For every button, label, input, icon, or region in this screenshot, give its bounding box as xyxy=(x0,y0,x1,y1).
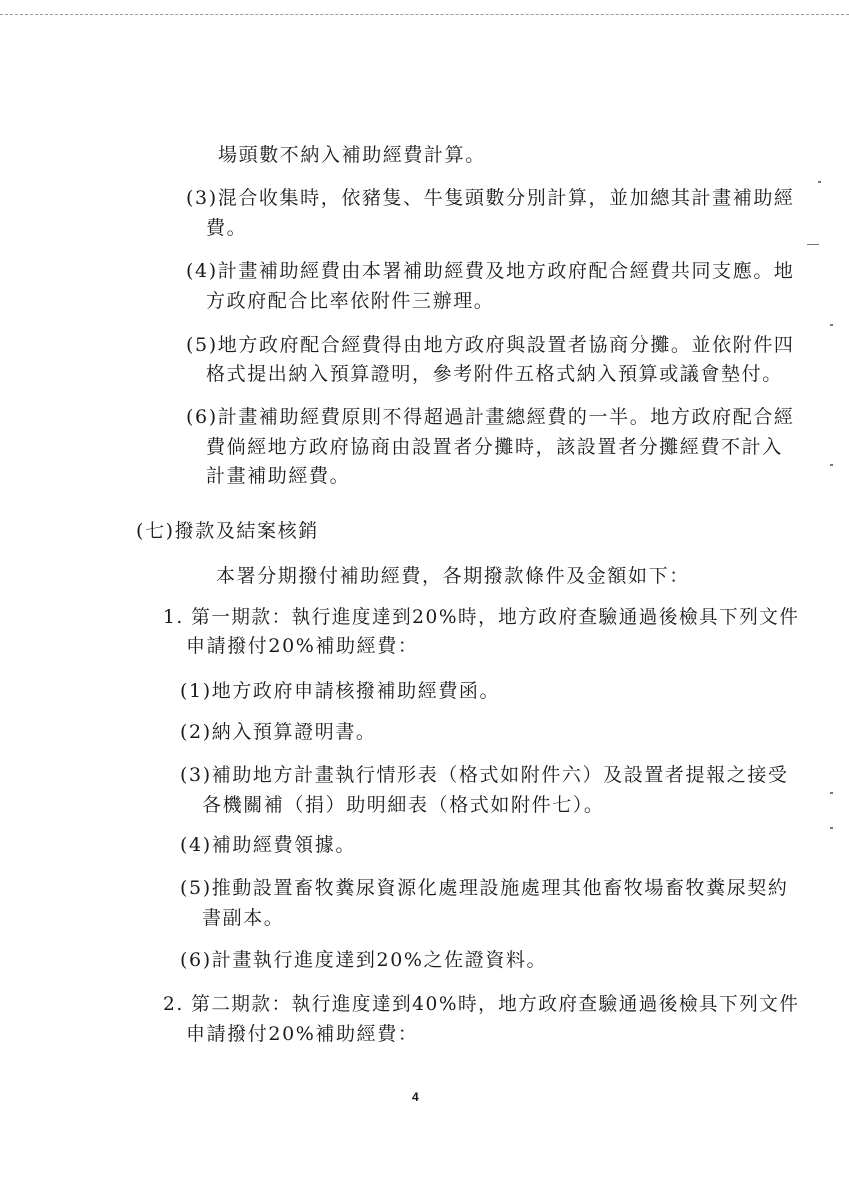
page-number: 4 xyxy=(412,1090,419,1104)
text-line: (5)地方政府配合經費得由地方政府與設置者協商分攤。並依附件四 xyxy=(186,334,795,356)
text-line: (6)計畫補助經費原則不得超過計畫總經費的一半。地方政府配合經 xyxy=(186,406,795,428)
list-item: (4)補助經費領據。 xyxy=(180,834,356,856)
scan-speck xyxy=(807,244,819,245)
text-line: 費。 xyxy=(206,217,248,239)
text-line: 申請撥付20%補助經費： xyxy=(186,635,419,657)
scan-speck xyxy=(830,324,833,326)
text-line: 費倘經地方政府協商由設置者分攤時，該設置者分攤經費不計入 xyxy=(206,436,783,458)
text-line: 計畫補助經費。 xyxy=(206,465,351,487)
text-line: 場頭數不納入補助經費計算。 xyxy=(218,144,486,166)
section-heading: (七)撥款及結案核銷 xyxy=(136,520,319,542)
text-line: 書副本。 xyxy=(202,907,285,929)
list-item: 2. 第二期款：執行進度達到40%時，地方政府查驗通過後檢具下列文件 xyxy=(163,993,800,1015)
list-item: (6)計畫執行進度達到20%之佐證資料。 xyxy=(180,949,548,971)
scan-speck xyxy=(830,464,833,466)
text-line: 格式提出納入預算證明，參考附件五格式納入預算或議會墊付。 xyxy=(206,363,783,385)
text-line: (3)混合收集時，依豬隻、牛隻頭數分別計算，並加總其計畫補助經 xyxy=(186,187,795,209)
list-item: (3)補助地方計畫執行情形表（格式如附件六）及設置者提報之接受 xyxy=(180,764,789,786)
scan-speck xyxy=(830,827,833,829)
scan-speck xyxy=(830,792,833,794)
list-item: (5)推動設置畜牧糞尿資源化處理設施處理其他畜牧場畜牧糞尿契約 xyxy=(180,877,789,899)
scan-top-border xyxy=(0,14,849,15)
text-line: 申請撥付20%補助經費： xyxy=(186,1023,419,1045)
text-line: 方政府配合比率依附件三辦理。 xyxy=(206,290,495,312)
list-item: (2)納入預算證明書。 xyxy=(180,721,377,743)
text-line: 本署分期撥付補助經費，各期撥款條件及金額如下： xyxy=(216,565,690,587)
list-item: (1)地方政府申請核撥補助經費函。 xyxy=(180,680,501,702)
text-line: 各機關補（捐）助明細表（格式如附件七）。 xyxy=(202,794,605,816)
text-line: (4)計畫補助經費由本署補助經費及地方政府配合經費共同支應。地 xyxy=(186,260,795,282)
scan-speck xyxy=(818,181,821,183)
list-item: 1. 第一期款：執行進度達到20%時，地方政府查驗通過後檢具下列文件 xyxy=(163,606,800,628)
